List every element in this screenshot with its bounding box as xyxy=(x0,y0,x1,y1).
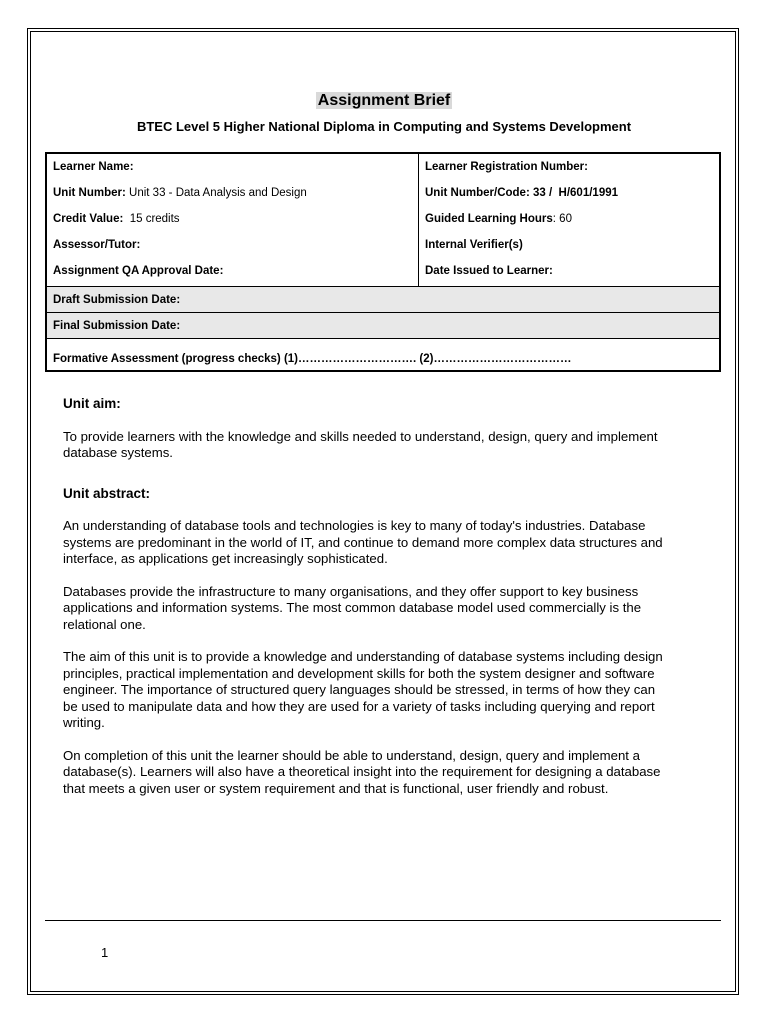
abstract-paragraph-2: Databases provide the infrastructure to many organisations, and they offer support to key business applications and information systems. The most common database model used commercially is the relational one. xyxy=(63,583,642,632)
unit-number-value: Unit 33 - Data Analysis and Design xyxy=(125,187,307,199)
date-issued-label: Date Issued to Learner: xyxy=(425,265,553,277)
credit-value-row xyxy=(53,208,418,234)
unit-aim-text: To provide learners with the knowledge and skills needed to understand, design, query and implement database systems. xyxy=(63,428,658,460)
draft-submission-row: Draft Submission Date: xyxy=(47,287,719,313)
unit-content xyxy=(63,396,673,813)
verifier-label: Internal Verifier(s) xyxy=(425,239,523,251)
spacer xyxy=(63,478,673,486)
unit-number-row xyxy=(53,182,418,208)
unit-aim-heading: Unit aim: xyxy=(63,396,121,411)
learner-name-label: Learner Name: xyxy=(53,161,134,173)
info-right-column xyxy=(419,154,719,286)
registration-label: Learner Registration Number: xyxy=(425,161,588,173)
unit-number-label: Unit Number: xyxy=(53,187,126,199)
title-text: Assignment Brief xyxy=(317,92,451,109)
page-number: 1 xyxy=(101,945,109,960)
info-grid xyxy=(47,154,719,287)
date-issued-row xyxy=(425,260,719,286)
document-title xyxy=(0,92,768,110)
unit-abstract-heading: Unit abstract: xyxy=(63,485,151,501)
abstract-paragraph-4: On completion of this unit the learner should be able to understand, design, query and implement a database(s). Learners will also have a theoretical insight into the requirement for designing a database that meets a given user or system requirement and that is functional, user friendly and robust. xyxy=(63,747,661,796)
credit-value-label: Credit Value: xyxy=(53,213,124,225)
unit-code-label: Unit Number/Code: 33 / H/601/1991 xyxy=(425,187,619,199)
info-left-column xyxy=(47,154,419,286)
glh-value: : 60 xyxy=(552,213,572,225)
registration-row xyxy=(425,156,719,182)
glh-label: Guided Learning Hours xyxy=(425,213,553,225)
credit-value-value: 15 credits xyxy=(123,213,180,225)
qa-approval-row xyxy=(53,260,418,286)
glh-row xyxy=(425,208,719,234)
formative-assessment-row: Formative Assessment (progress checks) (1)…………………………. (2)……………………………… xyxy=(53,353,572,365)
abstract-paragraph-1: An understanding of database tools and technologies is key to many of today's industries. Database systems are predominant in the world of IT, and continue to demand more complex data structures and interface, as applications get increasingly sophisticated. xyxy=(63,518,663,566)
assessor-label: Assessor/Tutor: xyxy=(53,239,141,251)
verifier-row xyxy=(425,234,719,260)
final-submission-row: Final Submission Date: xyxy=(47,313,719,339)
qa-approval-label: Assignment QA Approval Date: xyxy=(53,265,224,277)
learner-info-table xyxy=(45,152,721,372)
learner-name-row xyxy=(53,156,418,182)
assessor-row xyxy=(53,234,418,260)
abstract-paragraph-3: The aim of this unit is to provide a knowledge and understanding of database systems including design principles, practical implementation and development skills for both the system designer and software engineer. The importance of structured query languages should be stressed, in terms of how they can be used to manipulate data and how they are used for a variety of tasks including querying and report writing. xyxy=(63,649,663,730)
document-subtitle: BTEC Level 5 Higher National Diploma in Computing and Systems Development xyxy=(136,119,632,134)
unit-code-row xyxy=(425,182,719,208)
footer-divider xyxy=(45,920,721,921)
